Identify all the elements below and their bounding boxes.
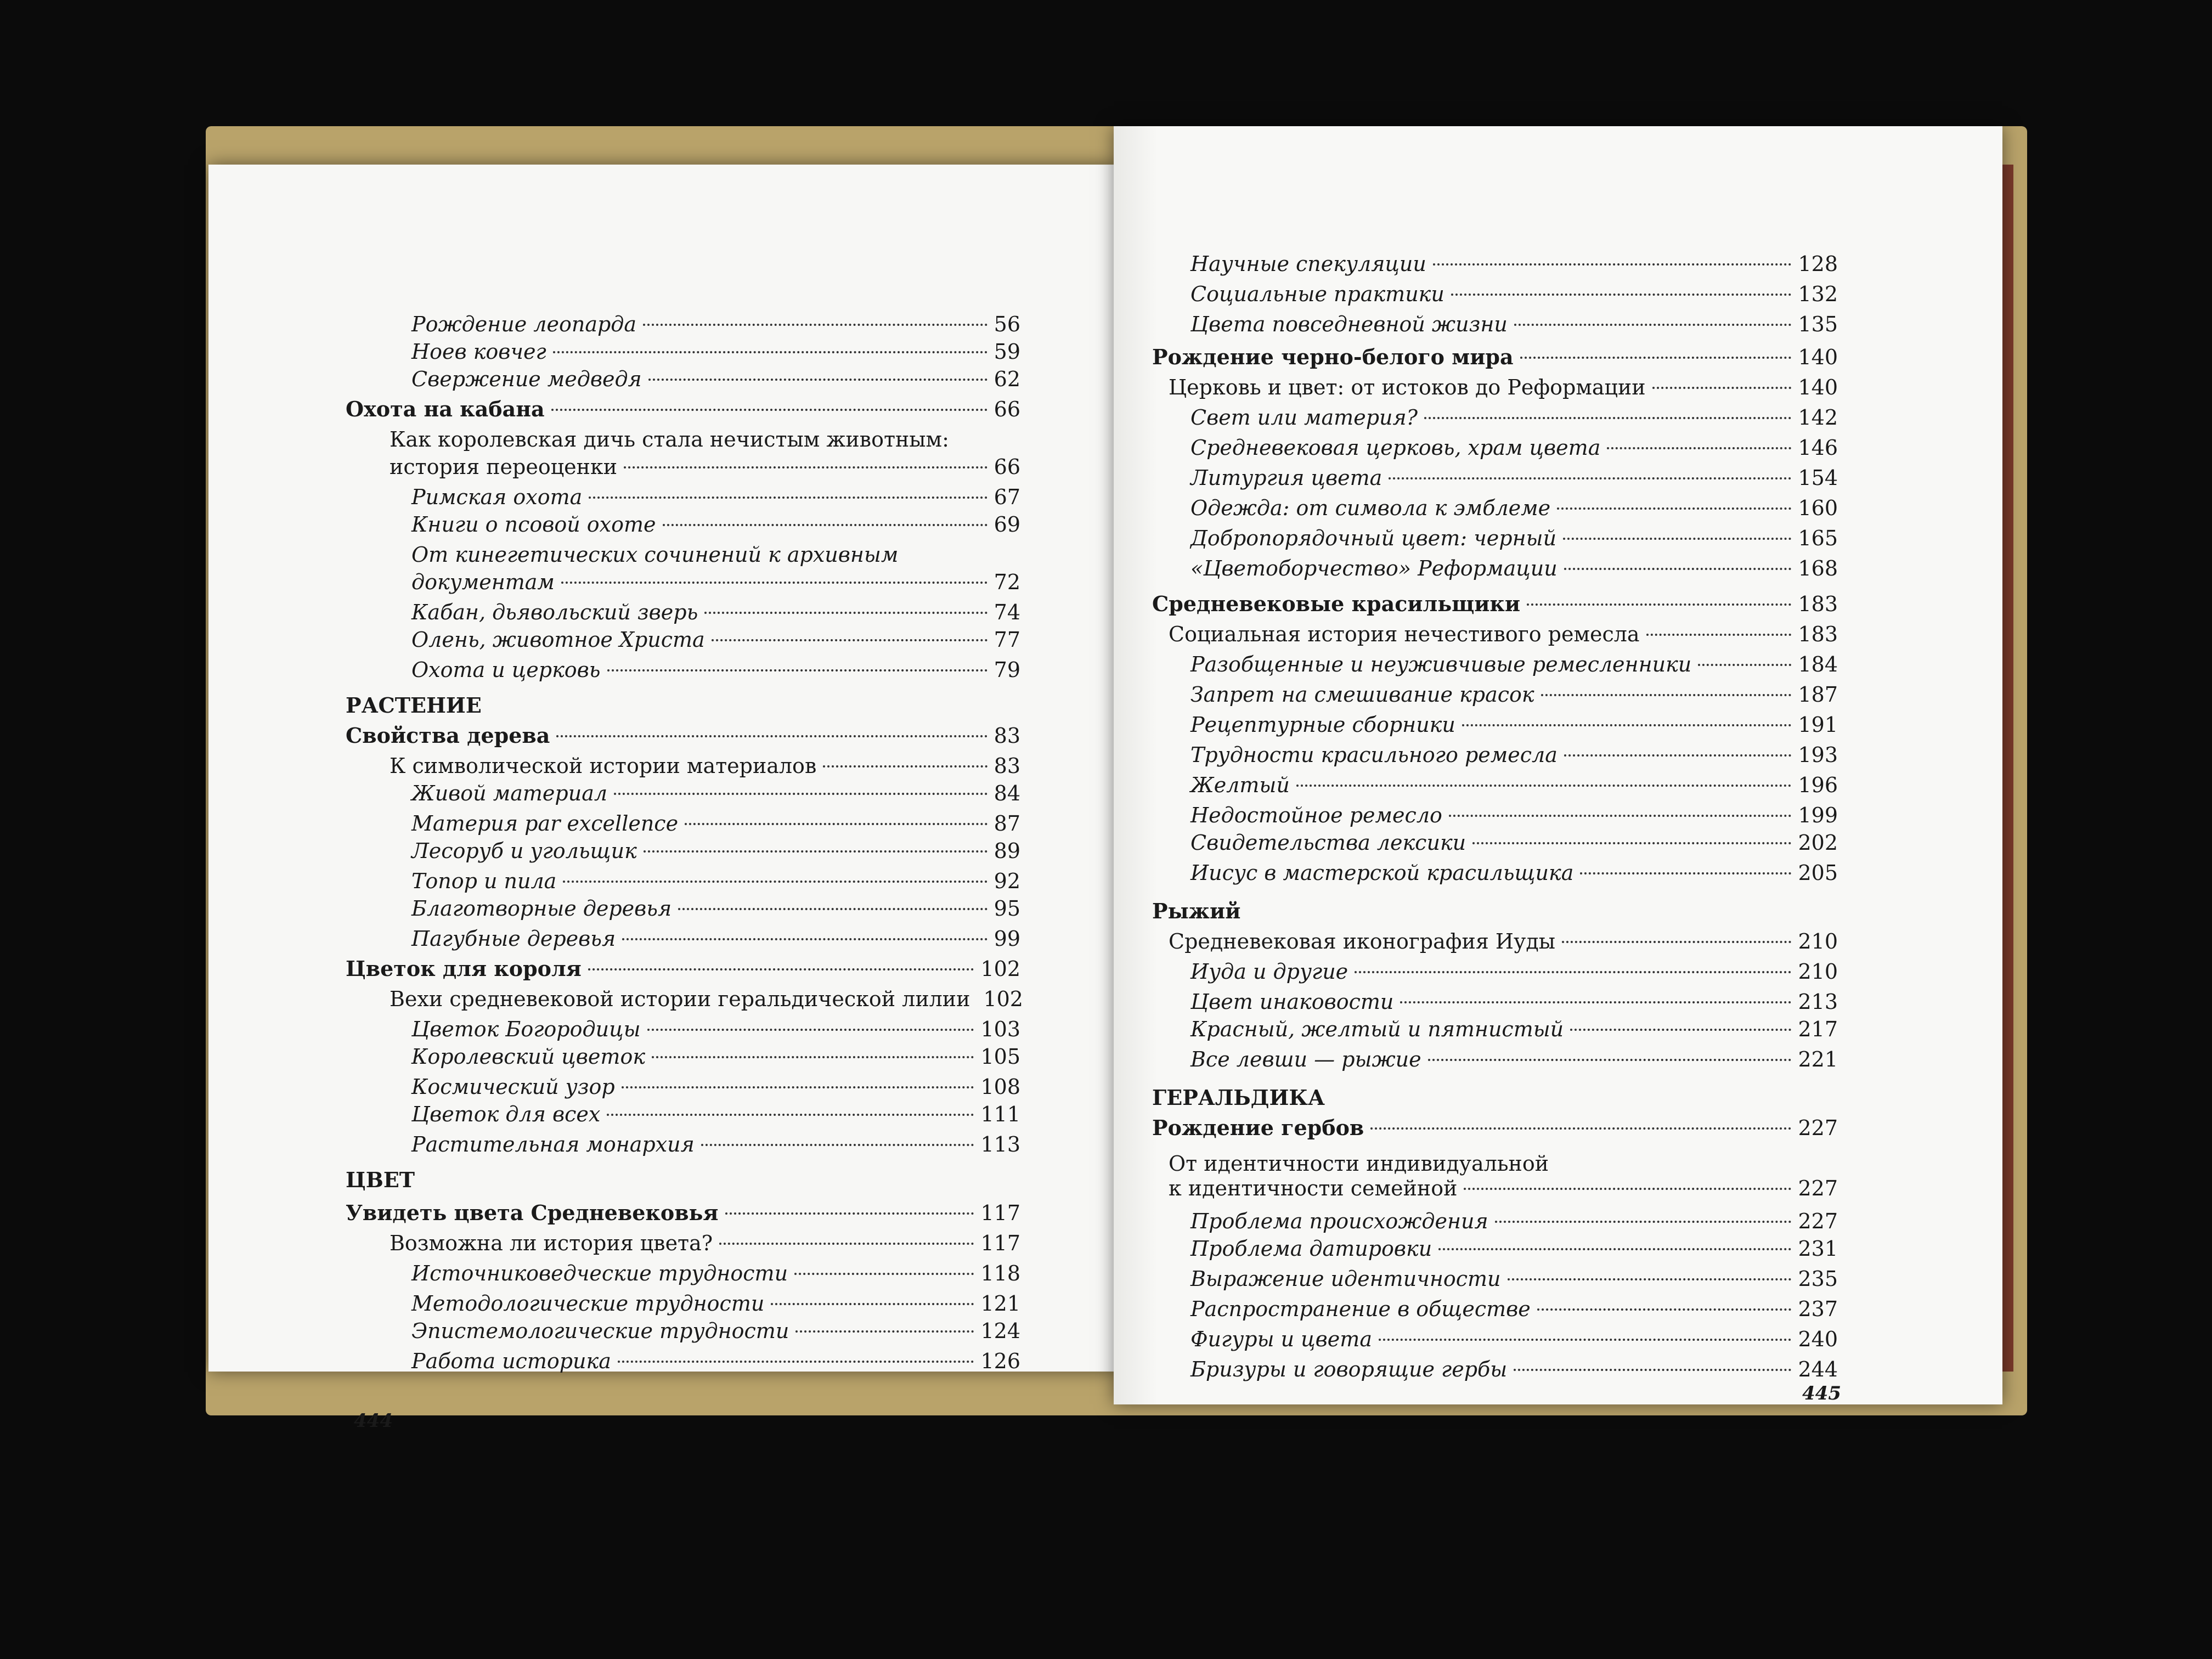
toc-dot-leader: [1508, 1278, 1792, 1280]
toc-entry-page: 184: [1798, 652, 1838, 676]
left-toc-entry: [411, 310, 1020, 338]
toc-entry-page: 202: [1798, 831, 1838, 855]
toc-dot-leader: [618, 1361, 974, 1363]
right-toc-entry: [1190, 1355, 1838, 1384]
toc-entry-title: Свойства дерева: [346, 723, 550, 748]
toc-entry-page: 56: [994, 312, 1020, 336]
left-toc-entry: [411, 779, 1020, 808]
right-toc-entry: [1169, 1174, 1838, 1203]
toc-entry-page: 113: [980, 1132, 1020, 1156]
right-toc-entry: [1190, 1295, 1838, 1323]
toc-entry-page: 210: [1798, 960, 1838, 984]
right-toc-entry: [1169, 927, 1838, 956]
toc-entry-title: Растительная монархия: [411, 1132, 695, 1156]
toc-dot-leader: [652, 1056, 974, 1058]
right-toc-entry: [1190, 771, 1838, 799]
toc-entry-page: 146: [1798, 436, 1838, 460]
toc-entry-title: Живой материал: [411, 781, 608, 805]
right-toc-entry: [1190, 1045, 1838, 1074]
left-toc-entry: [411, 568, 1020, 596]
toc-dot-leader: [1370, 1127, 1791, 1130]
right-page-number: 445: [1802, 1383, 1841, 1404]
toc-entry-title: ГЕРАЛЬДИКА: [1152, 1085, 1325, 1110]
toc-dot-leader: [1520, 357, 1792, 359]
toc-entry-page: 117: [980, 1231, 1020, 1255]
toc-dot-leader: [1424, 417, 1791, 419]
toc-entry-page: 95: [994, 896, 1020, 921]
right-toc-entry: [1190, 650, 1838, 679]
toc-entry-title: Иуда и другие: [1190, 960, 1348, 984]
left-toc-entry: [390, 752, 1020, 780]
left-toc-entry: [411, 625, 1020, 654]
right-toc-entry: [1190, 710, 1838, 739]
left-toc-entry: [411, 598, 1020, 627]
toc-entry-page: 199: [1798, 803, 1838, 827]
toc-entry-page: 77: [994, 628, 1020, 652]
toc-dot-leader: [1472, 842, 1791, 844]
right-toc-entry: [1190, 1265, 1838, 1293]
toc-entry-title: Свидетельства лексики: [1190, 831, 1466, 855]
toc-dot-leader: [1570, 1029, 1791, 1031]
toc-entry-page: 183: [1798, 592, 1838, 616]
toc-entry-title: Средневековые красильщики: [1152, 591, 1521, 616]
toc-entry-title: Разобщенные и неуживчивые ремесленники: [1190, 652, 1692, 676]
right-toc-entry: [1190, 1325, 1838, 1353]
toc-entry-title: Трудности красильного ремесла: [1190, 743, 1558, 767]
right-toc-entry: [1190, 310, 1838, 338]
toc-entry-title: Королевский цветок: [411, 1045, 646, 1069]
toc-dot-leader: [588, 968, 974, 970]
toc-entry-title: Иисус в мастерской красильщика: [1190, 861, 1574, 885]
toc-entry-title: история переоценки: [390, 455, 618, 479]
toc-entry-page: 168: [1798, 556, 1838, 580]
toc-entry-title: Пагубные деревья: [411, 927, 616, 951]
toc-entry-page: 83: [994, 724, 1020, 748]
toc-entry-title: Увидеть цвета Средневековья: [346, 1200, 719, 1225]
toc-dot-leader: [622, 1086, 974, 1088]
toc-dot-leader: [1541, 694, 1792, 696]
toc-entry-page: 74: [994, 600, 1020, 624]
toc-dot-leader: [551, 409, 988, 411]
toc-entry-title: Возможна ли история цвета?: [390, 1231, 713, 1255]
toc-entry-page: 142: [1798, 405, 1838, 430]
toc-entry-title: Проблема происхождения: [1190, 1209, 1488, 1233]
toc-entry-title: Недостойное ремесло: [1190, 803, 1442, 827]
toc-entry-title: ЦВЕТ: [346, 1167, 415, 1192]
toc-dot-leader: [1514, 1369, 1791, 1371]
right-toc-entry: [1190, 403, 1838, 432]
toc-entry-title: К символической истории материалов: [390, 754, 817, 778]
toc-dot-leader: [1563, 538, 1791, 540]
right-toc-entry: [1190, 957, 1838, 986]
toc-dot-leader: [553, 351, 988, 353]
right-toc-entry: [1190, 433, 1838, 462]
right-toc-entry: [1169, 620, 1838, 648]
toc-entry-page: 193: [1798, 743, 1838, 767]
toc-dot-leader: [643, 324, 988, 326]
toc-entry-page: 102: [983, 987, 1023, 1011]
toc-entry-title: Вехи средневековой истории геральдической лилии: [390, 987, 970, 1011]
right-toc-entry: [1190, 280, 1838, 308]
toc-entry-page: 227: [1798, 1209, 1838, 1233]
toc-entry-title: Бризуры и говорящие гербы: [1190, 1357, 1508, 1381]
toc-entry-page: 99: [994, 927, 1020, 951]
toc-entry-title: Цветок Богородицы: [411, 1017, 641, 1041]
toc-dot-leader: [1698, 664, 1791, 666]
toc-dot-leader: [1355, 971, 1791, 973]
right-toc-entry: [1190, 801, 1838, 830]
toc-dot-leader: [725, 1212, 974, 1215]
left-toc-entry: [346, 691, 1020, 720]
toc-entry-title: Цвета повседневной жизни: [1190, 312, 1508, 336]
toc-entry-title: Средневековая церковь, храм цвета: [1190, 436, 1601, 460]
toc-entry-title: Эпистемологические трудности: [411, 1319, 789, 1343]
right-toc-entry: [1190, 1015, 1838, 1043]
toc-entry-title: Охота и церковь: [411, 658, 601, 682]
toc-dot-leader: [589, 496, 987, 499]
toc-entry-title: Лесоруб и угольщик: [411, 839, 637, 863]
toc-entry-title: Средневековая иконография Иуды: [1169, 929, 1556, 953]
toc-dot-leader: [624, 466, 988, 469]
toc-entry-page: 62: [994, 367, 1020, 391]
toc-dot-leader: [712, 639, 988, 641]
toc-entry-page: 105: [980, 1045, 1020, 1069]
toc-entry-page: 117: [980, 1201, 1020, 1225]
toc-entry-page: 103: [980, 1017, 1020, 1041]
toc-entry-page: 244: [1798, 1357, 1838, 1381]
toc-entry-title: Церковь и цвет: от истоков до Реформации: [1169, 375, 1646, 399]
left-toc-entry: [411, 483, 1020, 511]
toc-entry-page: 111: [980, 1102, 1020, 1126]
left-page: [208, 165, 1119, 1432]
toc-entry-page: 160: [1798, 496, 1838, 520]
toc-dot-leader: [823, 765, 987, 768]
left-toc-entry: [411, 1073, 1020, 1101]
left-toc-entry: [411, 924, 1020, 953]
left-toc-entry: [411, 1015, 1020, 1043]
left-toc-entry: [411, 365, 1020, 393]
toc-dot-leader: [647, 1029, 974, 1031]
left-toc-entry: [411, 510, 1020, 539]
toc-entry-page: 132: [1798, 282, 1838, 306]
toc-dot-leader: [685, 823, 988, 825]
toc-dot-leader: [1564, 568, 1792, 570]
toc-entry-page: 210: [1798, 929, 1838, 953]
toc-entry-page: 102: [980, 957, 1020, 981]
toc-entry-title: Научные спекуляции: [1190, 252, 1426, 276]
left-toc-entry: [411, 540, 1020, 569]
toc-entry-title: Олень, животное Христа: [411, 628, 705, 652]
toc-dot-leader: [719, 1243, 974, 1245]
toc-dot-leader: [1296, 785, 1792, 787]
toc-entry-page: 128: [1798, 252, 1838, 276]
toc-entry-title: Ноев ковчег: [411, 340, 546, 364]
toc-entry-title: Цветок для всех: [411, 1102, 601, 1126]
toc-entry-page: 154: [1798, 466, 1838, 490]
toc-entry-page: 59: [994, 340, 1020, 364]
left-toc-entry: [411, 837, 1020, 865]
toc-dot-leader: [1580, 872, 1791, 874]
toc-entry-title: Литургия цвета: [1190, 466, 1383, 490]
left-toc-entry: [411, 867, 1020, 895]
toc-entry-title: документам: [411, 570, 555, 594]
toc-dot-leader: [1562, 941, 1791, 943]
toc-entry-title: Работа историка: [411, 1349, 611, 1373]
right-toc-entry: [1190, 524, 1838, 552]
left-toc-entry: [346, 1166, 1020, 1194]
toc-entry-title: Распространение в обществе: [1190, 1297, 1531, 1321]
toc-entry-title: Запрет на смешивание красок: [1190, 682, 1534, 707]
toc-entry-page: 66: [994, 397, 1020, 421]
toc-entry-page: 118: [980, 1261, 1020, 1285]
left-toc-entry: [411, 1042, 1020, 1071]
toc-entry-page: 83: [994, 754, 1020, 778]
toc-entry-title: Как королевская дичь стала нечистым животным:: [390, 427, 949, 452]
toc-entry-title: Выражение идентичности: [1190, 1267, 1501, 1291]
toc-entry-page: 126: [980, 1349, 1020, 1373]
toc-entry-page: 84: [994, 781, 1020, 805]
toc-dot-leader: [678, 908, 988, 910]
toc-entry-title: Социальная история нечестивого ремесла: [1169, 622, 1640, 646]
toc-entry-title: Красный, желтый и пятнистый: [1190, 1017, 1564, 1041]
toc-entry-page: 87: [994, 811, 1020, 836]
toc-entry-title: Все левши — рыжие: [1190, 1047, 1421, 1071]
left-toc-entry: [346, 1199, 1020, 1227]
toc-entry-page: 79: [994, 658, 1020, 682]
right-toc-entry: [1152, 590, 1838, 618]
toc-dot-leader: [1438, 1248, 1791, 1250]
toc-entry-page: 165: [1798, 526, 1838, 550]
left-toc-entry: [411, 1317, 1020, 1345]
right-toc-entry: [1190, 554, 1838, 583]
toc-entry-title: Материя par excellence: [411, 811, 679, 836]
toc-dot-leader: [1433, 263, 1792, 266]
toc-entry-page: 135: [1798, 312, 1838, 336]
toc-dot-leader: [561, 582, 988, 584]
toc-entry-title: Римская охота: [411, 485, 583, 509]
toc-dot-leader: [771, 1303, 974, 1305]
right-toc-entry: [1152, 1114, 1838, 1142]
toc-entry-title: Источниковедческие трудности: [411, 1261, 788, 1285]
toc-entry-title: Топор и пила: [411, 869, 557, 893]
left-toc-entry: [411, 337, 1020, 366]
toc-dot-leader: [1537, 1308, 1792, 1311]
toc-entry-title: Свет или материя?: [1190, 405, 1418, 430]
toc-dot-leader: [607, 1114, 974, 1116]
toc-entry-title: Космический узор: [411, 1075, 615, 1099]
toc-entry-page: 89: [994, 839, 1020, 863]
left-toc-entry: [411, 1259, 1020, 1288]
toc-entry-page: 72: [994, 570, 1020, 594]
left-toc-entry: [390, 425, 1020, 454]
toc-dot-leader: [1557, 507, 1791, 510]
toc-entry-page: 227: [1798, 1116, 1838, 1140]
toc-dot-leader: [1646, 634, 1792, 636]
toc-dot-leader: [1607, 447, 1791, 449]
toc-dot-leader: [1449, 815, 1792, 817]
toc-entry-page: 237: [1798, 1297, 1838, 1321]
left-toc-entry: [411, 656, 1020, 684]
toc-entry-page: 217: [1798, 1017, 1838, 1041]
right-toc-entry: [1152, 343, 1838, 371]
right-toc-entry: [1190, 741, 1838, 769]
right-toc-entry: [1152, 897, 1838, 926]
toc-entry-page: 191: [1798, 713, 1838, 737]
right-toc-entry: [1190, 464, 1838, 492]
right-toc-entry: [1190, 680, 1838, 709]
toc-entry-page: 227: [1798, 1176, 1838, 1200]
left-toc-entry: [390, 985, 1023, 1013]
toc-dot-leader: [1389, 477, 1791, 479]
toc-entry-title: к идентичности семейной: [1169, 1176, 1458, 1200]
toc-dot-leader: [1464, 1188, 1791, 1190]
left-toc-entry: [411, 1347, 1020, 1375]
toc-entry-title: Цвет инаковости: [1190, 990, 1394, 1014]
toc-dot-leader: [663, 524, 988, 526]
toc-dot-leader: [1462, 724, 1792, 726]
toc-dot-leader: [1652, 387, 1792, 389]
right-toc-entry: [1190, 250, 1838, 278]
toc-entry-title: Цветок для короля: [346, 956, 582, 981]
left-toc-entry: [390, 453, 1020, 481]
toc-dot-leader: [1495, 1221, 1792, 1223]
toc-entry-page: 66: [994, 455, 1020, 479]
toc-entry-title: Охота на кабана: [346, 397, 545, 421]
toc-entry-title: Рождение черно-белого мира: [1152, 345, 1514, 369]
toc-entry-page: 124: [980, 1319, 1020, 1343]
toc-dot-leader: [1428, 1059, 1792, 1061]
right-toc-entry: [1152, 1084, 1838, 1112]
toc-entry-title: Рыжий: [1152, 899, 1241, 923]
toc-entry-title: Проблема датировки: [1190, 1237, 1432, 1261]
toc-entry-page: 205: [1798, 861, 1838, 885]
toc-entry-title: Социальные практики: [1190, 282, 1444, 306]
toc-entry-title: «Цветоборчество» Реформации: [1190, 556, 1558, 580]
toc-entry-title: Свержение медведя: [411, 367, 642, 391]
toc-dot-leader: [614, 793, 988, 795]
toc-entry-page: 92: [994, 869, 1020, 893]
right-toc-entry: [1190, 988, 1838, 1016]
toc-dot-leader: [704, 612, 987, 614]
toc-entry-title: Благотворные деревья: [411, 896, 672, 921]
toc-entry-title: От кинегетических сочинений к архивным: [411, 543, 899, 567]
left-toc-entry: [346, 721, 1020, 750]
toc-entry-page: 196: [1798, 773, 1838, 797]
left-toc-entry: [411, 1289, 1020, 1318]
toc-entry-title: Одежда: от символа к эмблеме: [1190, 496, 1551, 520]
toc-entry-page: 140: [1798, 345, 1838, 369]
left-toc-entry: [346, 955, 1020, 983]
right-toc-entry: [1190, 494, 1838, 522]
toc-entry-title: Книги о псовой охоте: [411, 512, 656, 537]
toc-entry-title: Фигуры и цвета: [1190, 1327, 1372, 1351]
left-toc-entry: [390, 1229, 1020, 1257]
toc-entry-title: РАСТЕНИЕ: [346, 693, 482, 718]
toc-entry-page: 69: [994, 512, 1020, 537]
toc-entry-title: Кабан, дьявольский зверь: [411, 600, 698, 624]
toc-entry-title: Рождение гербов: [1152, 1115, 1364, 1140]
left-page-number: 444: [354, 1410, 393, 1432]
right-page: [1114, 126, 2002, 1404]
toc-entry-page: 67: [994, 485, 1020, 509]
right-toc-entry: [1190, 1207, 1838, 1235]
toc-entry-page: 108: [980, 1075, 1020, 1099]
toc-entry-page: 187: [1798, 682, 1838, 707]
toc-dot-leader: [1400, 1001, 1791, 1003]
left-toc-entry: [411, 1100, 1020, 1128]
toc-entry-title: Рождение леопарда: [411, 312, 637, 336]
toc-entry-page: 140: [1798, 375, 1838, 399]
toc-entry-title: Рецептурные сборники: [1190, 713, 1455, 737]
left-toc-entry: [411, 894, 1020, 923]
right-toc-entry: [1190, 1234, 1838, 1263]
toc-dot-leader: [1564, 754, 1792, 757]
left-toc-entry: [411, 1130, 1020, 1159]
toc-dot-leader: [563, 881, 987, 883]
toc-dot-leader: [1514, 324, 1792, 326]
right-toc-entry: [1169, 373, 1838, 402]
toc-entry-title: Добропорядочный цвет: черный: [1190, 526, 1557, 550]
toc-dot-leader: [622, 938, 988, 940]
toc-dot-leader: [644, 850, 988, 853]
toc-dot-leader: [648, 379, 988, 381]
toc-entry-page: 221: [1798, 1047, 1838, 1071]
toc-entry-page: 231: [1798, 1237, 1838, 1261]
toc-dot-leader: [795, 1330, 974, 1333]
toc-dot-leader: [1451, 294, 1792, 296]
toc-entry-page: 240: [1798, 1327, 1838, 1351]
toc-entry-page: 183: [1798, 622, 1838, 646]
toc-dot-leader: [607, 669, 988, 672]
toc-dot-leader: [1379, 1339, 1791, 1341]
left-toc-entry: [346, 395, 1020, 424]
toc-dot-leader: [556, 735, 987, 737]
toc-entry-title: Желтый: [1190, 773, 1290, 797]
toc-dot-leader: [794, 1273, 974, 1275]
toc-entry-title: От идентичности индивидуальной: [1169, 1152, 1549, 1176]
toc-entry-page: 213: [1798, 990, 1838, 1014]
toc-entry-title: Методологические трудности: [411, 1291, 765, 1316]
toc-entry-page: 235: [1798, 1267, 1838, 1291]
right-toc-entry: [1190, 828, 1838, 857]
toc-dot-leader: [1527, 603, 1791, 606]
left-toc-entry: [411, 809, 1020, 838]
toc-entry-page: 121: [980, 1291, 1020, 1316]
right-toc-entry: [1190, 859, 1838, 887]
toc-dot-leader: [701, 1144, 974, 1146]
